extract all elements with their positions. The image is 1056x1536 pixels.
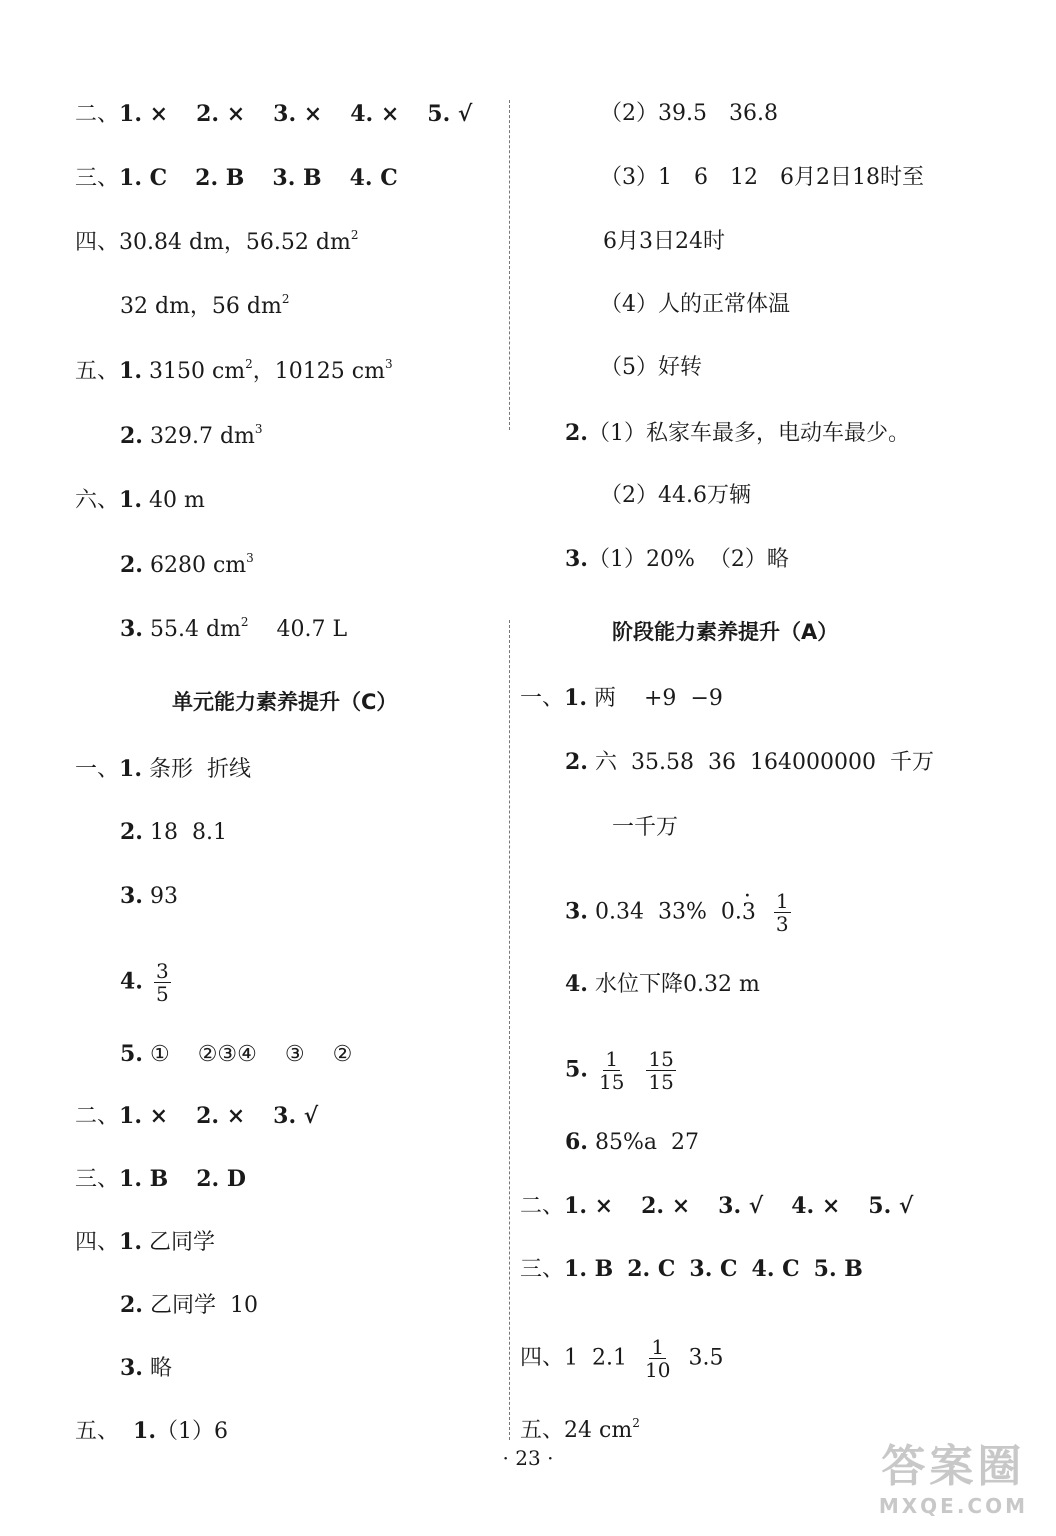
item-number: 1. bbox=[119, 487, 142, 513]
answer-text: （5）好转 bbox=[600, 355, 702, 380]
answer-text: 6月3日24时 bbox=[603, 229, 725, 254]
section-tag: 三、 bbox=[75, 1167, 120, 1192]
answer-line-r6 bbox=[565, 419, 910, 448]
answer-text: 乙同学 bbox=[148, 1230, 215, 1255]
answer-text: （2）44.6万辆 bbox=[600, 483, 751, 508]
answer-line-c11 bbox=[75, 1417, 228, 1446]
answer-text: （1）私家车最多，电动车最少。 bbox=[587, 421, 910, 446]
answer-line-c7 bbox=[75, 1165, 246, 1194]
answer-item: 5. √ bbox=[427, 101, 473, 127]
fraction bbox=[154, 960, 171, 1005]
answer-line-s8 bbox=[520, 1192, 913, 1221]
answer-item: 3. × bbox=[273, 101, 323, 127]
answer-line-6 bbox=[75, 486, 205, 515]
answer-item: 1. B bbox=[119, 1166, 169, 1192]
item-number: 5. bbox=[120, 1041, 143, 1067]
answer-line-r3 bbox=[603, 228, 725, 256]
answer-line-c2 bbox=[120, 818, 227, 847]
answer-item: 3. √ bbox=[273, 1103, 319, 1129]
answer-line-3 bbox=[75, 164, 398, 193]
answer-text: 略 bbox=[149, 1356, 172, 1381]
section-tag: 二、 bbox=[520, 1194, 565, 1219]
answer-text: 一千万 bbox=[612, 815, 679, 840]
section-tag: 五、 bbox=[75, 359, 120, 384]
answer-text: （1）6 bbox=[155, 1419, 228, 1444]
superscript: 3 bbox=[254, 422, 263, 436]
item-number: 3. bbox=[120, 616, 143, 642]
answer-text: ②③④ bbox=[197, 1042, 257, 1067]
answer-text: 两 bbox=[593, 686, 616, 711]
answer-item: 3. √ bbox=[718, 1193, 764, 1219]
answer-line-c9 bbox=[120, 1291, 258, 1320]
section-heading: 阶段能力素养提升（A） bbox=[612, 620, 839, 644]
item-number: 1. bbox=[133, 1418, 156, 1444]
fraction-denominator: 5 bbox=[155, 982, 169, 1006]
answer-line-r7 bbox=[600, 482, 751, 510]
item-number: 1. bbox=[119, 1229, 142, 1255]
section-tag: 五、 bbox=[520, 1418, 565, 1443]
answer-text: ② bbox=[332, 1042, 353, 1067]
answer-text: 乙同学 bbox=[149, 1293, 216, 1318]
superscript: 2 bbox=[245, 357, 253, 371]
fraction-numerator: 1 bbox=[605, 1047, 619, 1071]
fraction bbox=[599, 1048, 624, 1093]
answer-line-6b bbox=[120, 551, 254, 580]
answer-item: 4. × bbox=[350, 101, 400, 127]
answer-text: ③ bbox=[284, 1042, 305, 1067]
fraction-denominator: 10 bbox=[645, 1358, 671, 1382]
watermark-text: 答案圈 bbox=[881, 1441, 1026, 1492]
superscript: 2 bbox=[281, 292, 290, 306]
answer-line-s5 bbox=[565, 970, 760, 999]
answer-line-5 bbox=[75, 357, 393, 386]
answer-item: 5. B bbox=[813, 1256, 863, 1282]
item-number: 3. bbox=[120, 1355, 143, 1381]
answer-text: 10 bbox=[229, 1293, 258, 1318]
answer-text: 33% bbox=[657, 899, 707, 925]
item-number: 2. bbox=[120, 819, 143, 845]
item-number: 4. bbox=[120, 968, 143, 995]
section-tag: 四、 bbox=[520, 1345, 565, 1371]
section-tag: 三、 bbox=[75, 166, 120, 191]
answer-item: 2. × bbox=[641, 1193, 691, 1219]
answer-text: 85%a bbox=[594, 1130, 657, 1155]
answer-text: （1）20% bbox=[587, 547, 695, 572]
answer-line-s7 bbox=[565, 1128, 699, 1157]
section-tag: 四、 bbox=[75, 1230, 120, 1255]
answer-line-r8 bbox=[565, 545, 789, 574]
answer-text: ① bbox=[149, 1042, 170, 1067]
answer-item: 3. B bbox=[272, 165, 322, 191]
section-tag: 三、 bbox=[520, 1257, 565, 1282]
answer-item: 2. B bbox=[195, 165, 245, 191]
section-heading: 单元能力素养提升（C） bbox=[172, 690, 398, 714]
item-number: 3. bbox=[120, 883, 143, 909]
answer-text: 2.1 bbox=[592, 1345, 628, 1371]
item-number: 3. bbox=[565, 546, 588, 572]
answer-line-4 bbox=[75, 229, 359, 257]
section-tag: 五、 bbox=[75, 1419, 120, 1444]
fraction-denominator: 15 bbox=[598, 1070, 625, 1094]
answer-text: （3）1 6 12 6月2日18时至 bbox=[600, 165, 924, 190]
section-tag: 一、 bbox=[75, 757, 120, 782]
answer-line-r4 bbox=[600, 291, 790, 319]
answer-text: （4）人的正常体温 bbox=[600, 292, 790, 317]
fraction-numerator: 1 bbox=[775, 889, 789, 913]
repeating-digit: · 3 bbox=[742, 899, 756, 927]
answer-text: 0.34 bbox=[594, 899, 644, 925]
answer-text: 1 bbox=[564, 1345, 579, 1371]
answer-text: 6280 cm bbox=[149, 553, 247, 578]
answer-text: （2）略 bbox=[708, 547, 789, 572]
answer-item: 1. B bbox=[564, 1256, 614, 1282]
answer-text: +9 bbox=[644, 686, 677, 711]
answer-item: 5. √ bbox=[868, 1193, 914, 1219]
item-number: 6. bbox=[565, 1129, 588, 1155]
answer-text: 40.7 L bbox=[276, 617, 348, 642]
answer-text: 8.1 bbox=[191, 820, 227, 845]
answer-item: 1. × bbox=[119, 101, 169, 127]
answer-text: 40 m bbox=[148, 488, 205, 513]
answer-line-c1 bbox=[75, 755, 251, 784]
answer-text: 六 bbox=[594, 750, 617, 775]
answer-line-s6 bbox=[565, 1048, 680, 1093]
answer-line-s10 bbox=[520, 1336, 723, 1381]
section-tag: 六、 bbox=[75, 488, 120, 513]
answer-item: 2. × bbox=[196, 101, 246, 127]
item-number: 2. bbox=[120, 552, 143, 578]
section-tag: 二、 bbox=[75, 102, 120, 127]
item-number: 3. bbox=[565, 898, 588, 925]
answer-line-c6 bbox=[75, 1102, 318, 1131]
answer-line-r1 bbox=[600, 100, 778, 128]
item-number: 5. bbox=[565, 1056, 588, 1083]
answer-line-r2 bbox=[600, 164, 924, 192]
answer-line-c10 bbox=[120, 1354, 172, 1383]
answer-item: 1. × bbox=[119, 1103, 169, 1129]
item-number: 2. bbox=[120, 423, 143, 449]
section-tag: 一、 bbox=[520, 686, 565, 711]
answer-item: 1. C bbox=[119, 165, 168, 191]
answer-line-c3 bbox=[120, 882, 178, 911]
page-number: · 23 · bbox=[502, 1446, 554, 1470]
fraction-denominator: 3 bbox=[775, 912, 789, 936]
answer-text: 27 bbox=[670, 1130, 699, 1155]
answer-text: （2）39.5 36.8 bbox=[600, 101, 778, 126]
superscript: 2 bbox=[350, 228, 359, 242]
fraction-denominator: 15 bbox=[648, 1070, 674, 1094]
answer-line-c5 bbox=[120, 1040, 352, 1069]
answer-text: 329.7 dm bbox=[149, 424, 255, 449]
answer-text: 水位下降0.32 m bbox=[594, 972, 760, 997]
column-divider bbox=[509, 100, 510, 430]
watermark-url: MXQE.COM bbox=[878, 1494, 1028, 1518]
item-number: 1. bbox=[564, 685, 587, 711]
answer-line-6c bbox=[120, 615, 347, 644]
answer-text: 35.58 bbox=[630, 750, 694, 775]
watermark-logo bbox=[879, 1430, 1028, 1518]
answer-line-s1 bbox=[520, 684, 723, 713]
answer-item: 2. × bbox=[196, 1103, 246, 1129]
answer-text: 条形 bbox=[148, 757, 193, 782]
column-divider bbox=[509, 620, 510, 1440]
answer-text: 3.5 bbox=[688, 1345, 724, 1371]
item-number: 4. bbox=[565, 971, 588, 997]
item-number: 1. bbox=[119, 358, 142, 384]
fraction-numerator: 3 bbox=[155, 959, 169, 983]
item-number: 2. bbox=[565, 749, 588, 775]
item-number: 1. bbox=[119, 756, 142, 782]
fraction bbox=[645, 1336, 670, 1381]
answer-text: 30.84 dm，56.52 dm bbox=[119, 230, 351, 255]
answer-line-s11 bbox=[520, 1417, 640, 1445]
answer-line-s3 bbox=[612, 814, 678, 842]
answer-item: 1. × bbox=[564, 1193, 614, 1219]
answer-item: 4. × bbox=[791, 1193, 841, 1219]
fraction bbox=[774, 890, 791, 935]
superscript: 3 bbox=[384, 357, 393, 371]
answer-item: 2. D bbox=[196, 1166, 246, 1192]
fraction-numerator: 15 bbox=[648, 1047, 674, 1071]
answer-text: 3150 cm bbox=[148, 359, 246, 384]
section-tag: 四、 bbox=[75, 230, 120, 255]
answer-item: 4. C bbox=[751, 1256, 800, 1282]
answer-item: 3. C bbox=[689, 1256, 738, 1282]
answer-line-c8 bbox=[75, 1228, 215, 1257]
item-number: 2. bbox=[120, 1292, 143, 1318]
answer-text: 93 bbox=[149, 884, 178, 909]
fraction bbox=[646, 1048, 675, 1093]
answer-text: 0. bbox=[720, 899, 742, 925]
answer-item: 2. C bbox=[627, 1256, 676, 1282]
answer-line-s2 bbox=[565, 748, 934, 777]
answer-line-r5 bbox=[600, 354, 702, 382]
answer-text: −9 bbox=[690, 686, 723, 711]
answer-text: 24 cm bbox=[564, 1418, 633, 1443]
answer-text: 千万 bbox=[889, 750, 934, 775]
superscript: 2 bbox=[240, 615, 249, 629]
item-number: 2. bbox=[565, 420, 588, 446]
answer-line-2 bbox=[75, 100, 472, 129]
answer-line-s9 bbox=[520, 1255, 863, 1284]
answer-item: 4. C bbox=[349, 165, 398, 191]
answer-text: 164000000 bbox=[749, 750, 876, 775]
answer-text: 32 dm，56 dm bbox=[120, 294, 282, 319]
answer-text: 折线 bbox=[207, 757, 252, 782]
answer-text: 55.4 dm bbox=[149, 617, 241, 642]
answer-text: ，10125 cm bbox=[252, 359, 385, 384]
fraction-numerator: 1 bbox=[651, 1335, 665, 1359]
answer-line-c4 bbox=[120, 960, 175, 1005]
answer-text: 36 bbox=[707, 750, 736, 775]
answer-line-5b bbox=[120, 422, 263, 451]
section-tag: 二、 bbox=[75, 1104, 120, 1129]
superscript: 3 bbox=[246, 551, 254, 565]
answer-line-4b bbox=[120, 293, 290, 321]
answer-line-s4 bbox=[565, 890, 795, 935]
superscript: 2 bbox=[632, 1416, 640, 1430]
answer-text: 18 bbox=[149, 820, 178, 845]
